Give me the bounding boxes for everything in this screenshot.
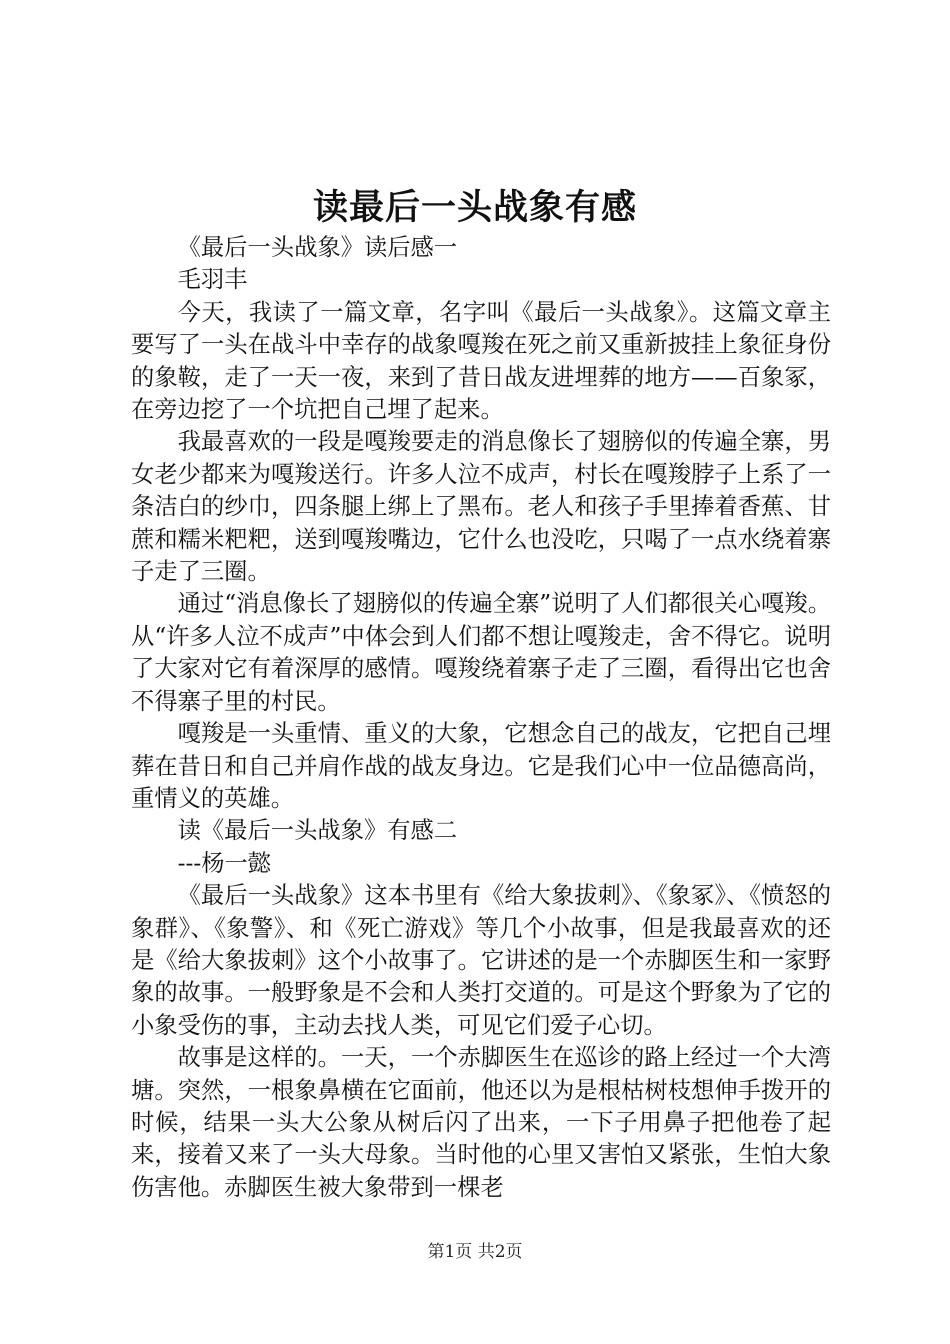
paragraph-author-1: 毛羽丰 (177, 266, 248, 294)
paragraph: 《最后一头战象》这本书里有《给大象拔刺》、《象冢》、《愤怒的象群》、《象警》、和《死亡游戏》等几个小故事，但是我最喜欢的还是《给大象拔刺》这个小故事了。它讲述的是一个赤脚医生和一家野象的故事。一般野象是不会和人类打交道的。可是这个野象为了它的小象受伤的事，主动去找人类，可见它们爱子心切。 (131, 882, 831, 1039)
paragraph: 通过“消息像长了翅膀似的传遍全寨”说明了人们都很关心嘎羧。从“许多人泣不成声”中体会到人们都不想让嘎羧走，舍不得它。说明了大家对它有着深厚的感情。嘎羧绕着寨子走了三圈，看得出它也舍不得寨子里的村民。 (131, 590, 831, 715)
page-number-footer: 第1页 共2页 (427, 1242, 523, 1262)
paragraph: 今天，我读了一篇文章，名字叫《最后一头战象》。这篇文章主要写了一头在战斗中幸存的战象嘎羧在死之前又重新披挂上象征身份的象鞍，走了一天一夜，来到了昔日战友进埋葬的地方——百象冢，在旁边挖了一个坑把自己埋了起来。 (131, 298, 831, 424)
paragraph-subtitle-1: 《最后一头战象》读后感一 (177, 234, 458, 261)
paragraph-subtitle-2: 读《最后一头战象》有感二 (177, 817, 458, 845)
paragraph-author-2: ---杨一懿 (177, 849, 272, 877)
document-title: 读最后一头战象有感 (312, 187, 637, 228)
paragraph: 故事是这样的。一天，一个赤脚医生在巡诊的路上经过一个大湾塘。突然，一根象鼻横在它面前，他还以为是根枯树枝想伸手拨开的时候，结果一头大公象从树后闪了出来，一下子用鼻子把他卷了起来，接着又来了一头大母象。当时他的心里又害怕又紧张，生怕大象伤害他。赤脚医生被大象带到一棵老 (131, 1044, 831, 1201)
document-body (131, 232, 831, 1204)
paragraph: 我最喜欢的一段是嘎羧要走的消息像长了翅膀似的传遍全寨，男女老少都来为嘎羧送行。许多人泣不成声，村长在嘎羧脖子上系了一条洁白的纱巾，四条腿上绑上了黑布。老人和孩子手里捧着香蕉、甘蔗和糯米粑粑，送到嘎羧嘴边，它什么也没吃，只喝了一点水绕着寨子走了三圈。 (131, 428, 831, 586)
paragraph: 嘎羧是一头重情、重义的大象，它想念自己的战友，它把自己埋葬在昔日和自己并肩作战的战友身边。它是我们心中一位品德高尚，重情义的英雄。 (131, 720, 831, 812)
